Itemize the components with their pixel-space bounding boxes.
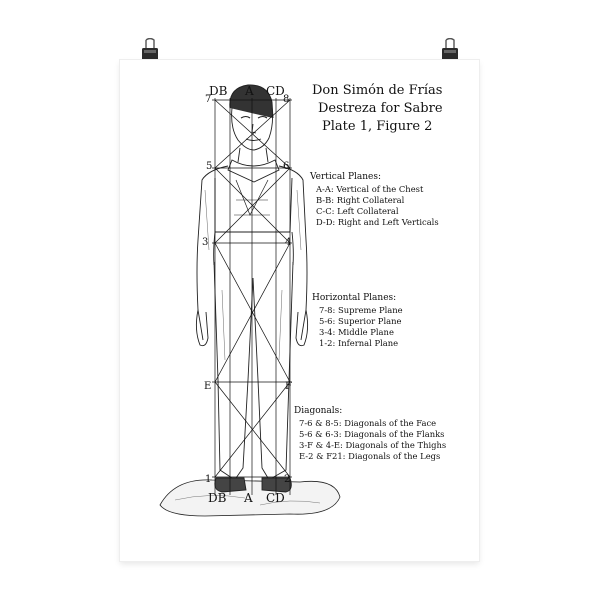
- construction-lines: [212, 98, 292, 495]
- label-top-db: DB: [209, 84, 228, 98]
- label-8: 8: [283, 94, 290, 105]
- label-1: 1: [205, 474, 212, 485]
- vertical-item: C-C: Left Collateral: [316, 206, 399, 216]
- title-line-2: Destreza for Sabre: [318, 101, 443, 116]
- label-bottom-db: DB: [208, 491, 227, 505]
- diagonals-item: 3-F & 4-E: Diagonals of the Thighs: [299, 440, 447, 450]
- label-bottom-a: A: [244, 491, 253, 505]
- label-e: E: [204, 381, 212, 392]
- diagonals-item: 7-6 & 8-5: Diagonals of the Face: [299, 418, 437, 428]
- horizontal-item: 3-4: Middle Plane: [319, 327, 394, 337]
- title-line-1: Don Simón de Frías: [312, 83, 443, 98]
- vertical-planes-heading: Vertical Planes:: [310, 172, 382, 182]
- label-bottom-cd: CD: [266, 491, 285, 505]
- horizontal-item: 1-2: Infernal Plane: [319, 338, 399, 348]
- label-3: 3: [202, 237, 209, 248]
- label-top-a: A: [245, 84, 254, 98]
- diagonals-item: 5-6 & 6-3: Diagonals of the Flanks: [299, 429, 445, 439]
- horizontal-item: 5-6: Superior Plane: [319, 316, 402, 326]
- label-4: 4: [285, 237, 292, 248]
- diagonals-item: E-2 & F21: Diagonals of the Legs: [299, 451, 441, 461]
- label-top-cd: CD: [266, 84, 285, 98]
- horizontal-planes-heading: Horizontal Planes:: [312, 293, 397, 303]
- label-7: 7: [205, 94, 212, 105]
- vertical-item: A-A: Vertical of the Chest: [316, 184, 424, 194]
- vertical-item: D-D: Right and Left Verticals: [316, 217, 439, 227]
- label-6: 6: [283, 161, 290, 172]
- label-5: 5: [206, 161, 213, 172]
- vertical-item: B-B: Right Collateral: [316, 195, 405, 205]
- diagonals-heading: Diagonals:: [294, 406, 343, 416]
- label-f: F: [285, 381, 292, 392]
- title-line-3: Plate 1, Figure 2: [322, 119, 433, 134]
- horizontal-item: 7-8: Supreme Plane: [319, 305, 403, 315]
- label-2: 2: [284, 474, 291, 485]
